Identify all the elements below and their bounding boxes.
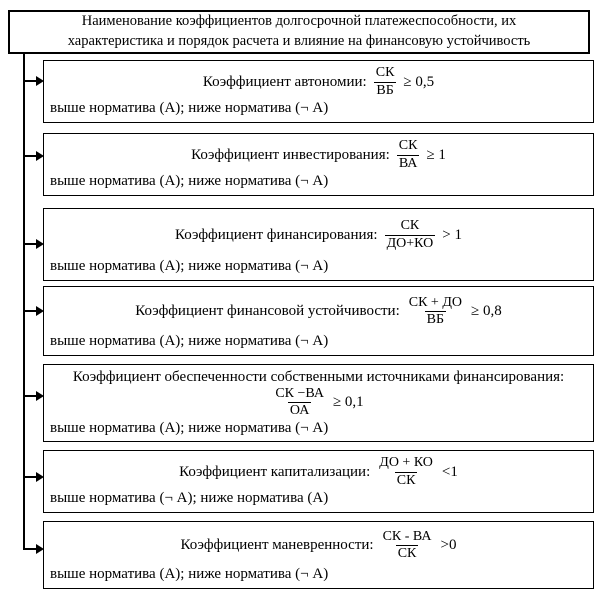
fraction-numerator: СК xyxy=(400,218,420,234)
fraction xyxy=(407,295,464,328)
fraction-denominator: ВА xyxy=(398,155,418,171)
fraction-denominator: ВБ xyxy=(376,82,394,98)
norm-text: выше норматива (А); ниже норматива (¬ А) xyxy=(50,566,329,582)
fraction-numerator: СК xyxy=(375,65,395,81)
fraction-denominator: ВБ xyxy=(426,312,445,327)
formula-line xyxy=(50,213,587,257)
comparison: ≥ 1 xyxy=(426,146,446,163)
formula-line xyxy=(50,291,587,332)
fraction xyxy=(385,218,436,251)
coef-label: Коэффициент финансирования: xyxy=(175,226,378,243)
coef-box-financing xyxy=(43,208,594,281)
coef-box-autonomy xyxy=(43,60,594,123)
norm-text: выше норматива (А); ниже норматива (¬ А) xyxy=(50,333,329,349)
coef-label: Коэффициент автономии: xyxy=(202,73,367,90)
fraction-denominator: СК xyxy=(397,546,417,561)
formula-line xyxy=(50,65,587,99)
diagram-title: Наименование коэффициентов долгосрочной платежеспособности, их характеристика и порядок расчета и влияние на финансовую устойчивость xyxy=(67,13,531,49)
comparison: > 1 xyxy=(442,226,462,243)
formula-line xyxy=(50,526,587,565)
norm-text: выше норматива (А); ниже норматива (¬ А) xyxy=(50,173,329,189)
formula-line xyxy=(50,455,587,489)
coef-box-own-sources xyxy=(43,364,594,442)
coef-box-investment xyxy=(43,133,594,196)
fraction xyxy=(273,386,326,419)
coef-box-capitalization xyxy=(43,450,594,513)
norm-text: выше норматива (¬ А); ниже норматива (А) xyxy=(50,490,329,506)
fraction-numerator: СК - ВА xyxy=(382,528,432,544)
coef-box-financial-stability xyxy=(43,286,594,356)
fraction-denominator: ОА xyxy=(289,403,310,419)
norm-text: выше норматива (А); ниже норматива (¬ А) xyxy=(50,258,329,274)
formula-line xyxy=(50,138,587,172)
fraction xyxy=(377,455,435,488)
norm-text: выше норматива (А); ниже норматива (¬ А) xyxy=(50,420,329,437)
comparison: >0 xyxy=(440,537,457,553)
fraction-denominator: СК xyxy=(396,472,416,488)
fraction xyxy=(381,529,434,562)
fraction xyxy=(397,138,420,171)
comparison: <1 xyxy=(441,463,458,480)
fraction xyxy=(374,65,397,98)
fraction-denominator: ДО+КО xyxy=(386,235,434,251)
coef-label: Коэффициент инвестирования: xyxy=(191,146,390,163)
coef-label: Коэффициент капитализации: xyxy=(179,463,371,480)
formula-line xyxy=(50,386,587,419)
coef-label: Коэффициент маневренности: xyxy=(180,537,374,553)
diagram-title-box xyxy=(8,10,590,54)
norm-text: выше норматива (А); ниже норматива (¬ А) xyxy=(50,100,329,116)
comparison: ≥ 0,5 xyxy=(403,73,435,90)
fraction-numerator: ДО + КО xyxy=(379,455,433,471)
coef-label: Коэффициент финансовой устойчивости: xyxy=(135,303,400,319)
fraction-numerator: СК xyxy=(398,138,418,154)
fraction-numerator: СК −ВА xyxy=(275,386,324,401)
coef-box-maneuverability xyxy=(43,521,594,589)
comparison: ≥ 0,1 xyxy=(332,394,364,411)
coef-label: Коэффициент обеспеченности собственными источниками финансирования: xyxy=(72,369,565,385)
comparison: ≥ 0,8 xyxy=(470,303,502,319)
fraction-numerator: СК + ДО xyxy=(408,294,462,310)
